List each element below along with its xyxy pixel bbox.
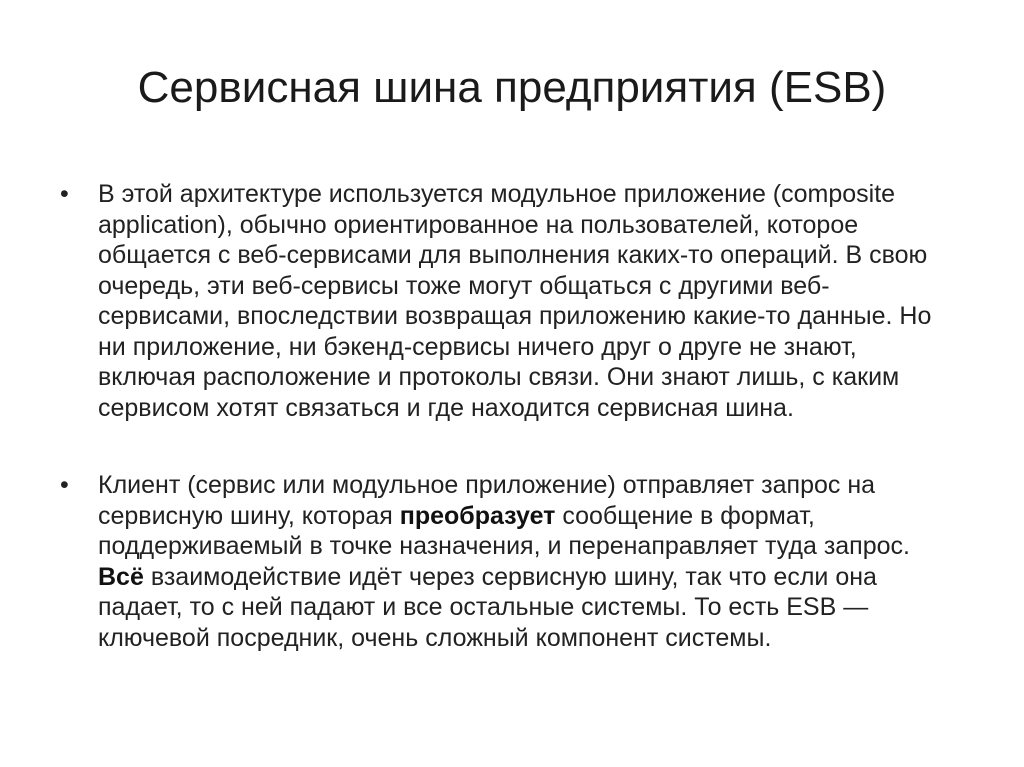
text-segment: взаимодействие идёт через сервисную шину, так что если она падает, то с ней падают и все остальные системы. То есть ESB — ключевой посредник, очень сложный компонент системы. bbox=[98, 562, 877, 652]
text-segment: В этой архитектуре используется модульное приложение (composite application), обычно ориентированное на пользователей, которое общается с веб-сервисами для выполнения каких-то операций. В свою очередь, эти веб-сервисы тоже могут общаться с другими веб-сервисами, впоследствии возвращая приложению какие-то данные. Но ни приложение, ни бэкенд-сервисы ничего друг о друге не знают, включая расположение и протоколы связи. Они знают лишь, с каким сервисом хотят связаться и где находится сервисная шина. bbox=[98, 180, 932, 422]
bullet-item bbox=[60, 470, 960, 653]
text-segment: Клиент (сервис или модульное приложение) отправляет запрос на сервисную шину, которая bbox=[98, 471, 876, 530]
bold-text-segment: преобразует bbox=[399, 501, 556, 530]
slide-title: Сервисная шина предприятия (ESB) bbox=[137, 63, 887, 112]
bold-text-segment: Всё bbox=[98, 562, 144, 591]
bullet-text bbox=[98, 471, 910, 652]
bullet-item bbox=[60, 179, 960, 423]
bullet-text bbox=[98, 180, 931, 422]
text-segment: сообщение в формат, поддерживаемый в точке назначения, и перенаправляет туда запрос. bbox=[98, 501, 910, 560]
bullet-marker: • bbox=[60, 471, 69, 499]
bullet-marker: • bbox=[60, 180, 69, 208]
bullet-list bbox=[60, 179, 960, 653]
